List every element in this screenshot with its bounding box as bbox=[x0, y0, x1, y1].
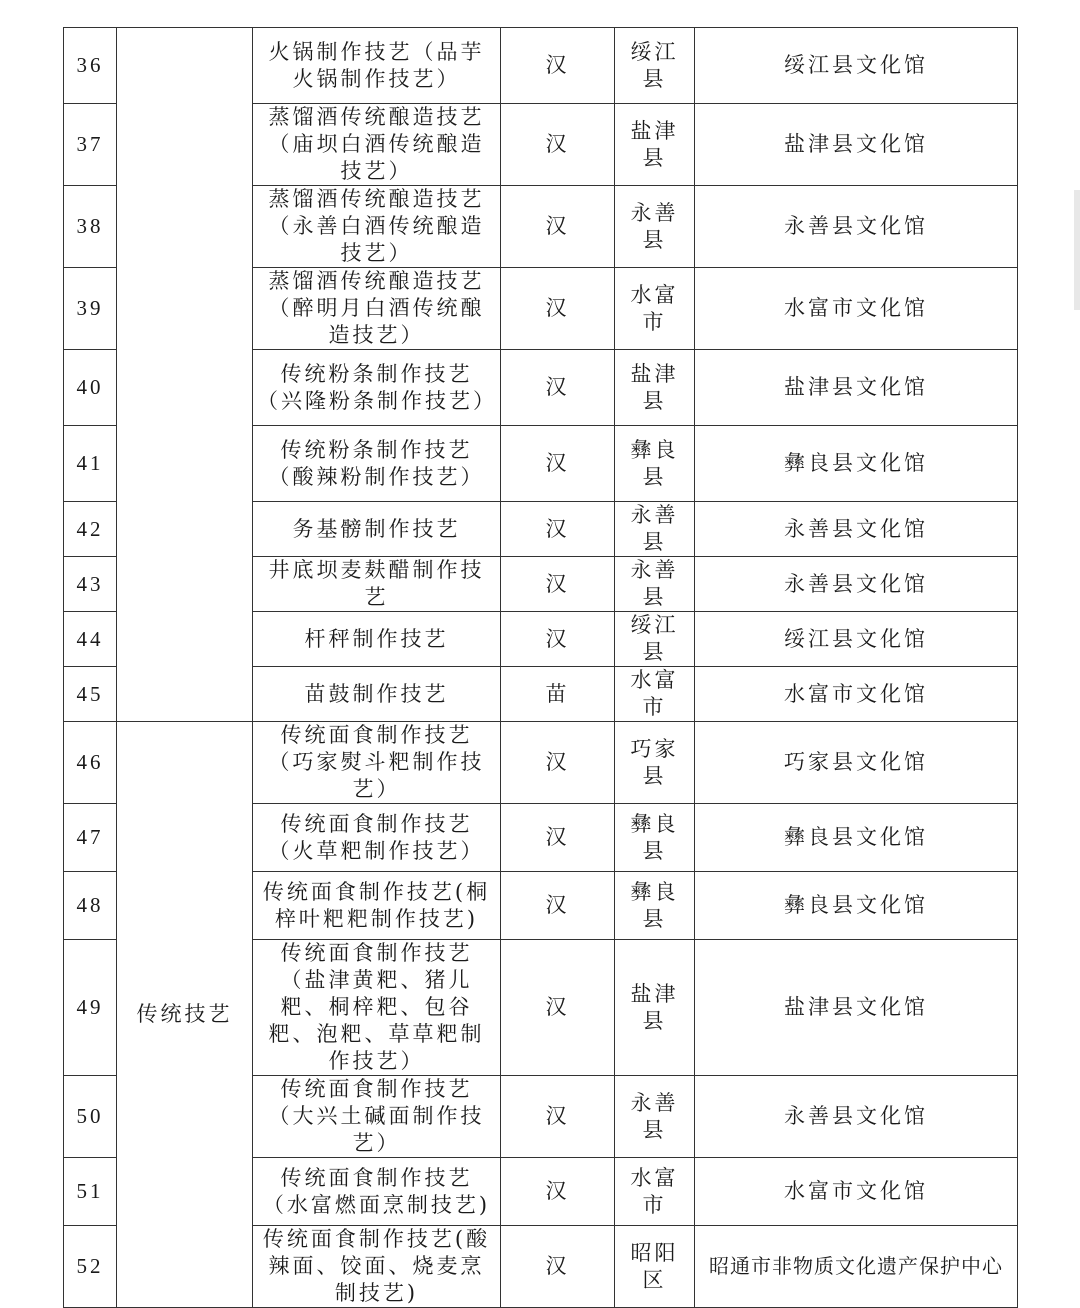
protection-unit: 永善县文化馆 bbox=[695, 186, 1018, 268]
ethnic-group: 汉 bbox=[501, 268, 615, 350]
area: 永善县 bbox=[615, 502, 695, 557]
row-number: 42 bbox=[64, 502, 117, 557]
table-row bbox=[64, 28, 1018, 104]
protection-unit: 永善县文化馆 bbox=[695, 557, 1018, 612]
protection-unit: 彝良县文化馆 bbox=[695, 426, 1018, 502]
protection-unit: 昭通市非物质文化遗产保护中心 bbox=[695, 1226, 1018, 1308]
project-name: 井底坝麦麸醋制作技艺 bbox=[253, 557, 501, 612]
ethnic-group: 汉 bbox=[501, 612, 615, 667]
ethnic-group: 汉 bbox=[501, 186, 615, 268]
protection-unit: 永善县文化馆 bbox=[695, 502, 1018, 557]
area: 水富市 bbox=[615, 268, 695, 350]
ethnic-group: 汉 bbox=[501, 28, 615, 104]
ethnic-group: 苗 bbox=[501, 667, 615, 722]
category-cell-upper bbox=[117, 28, 253, 722]
project-name: 务基髈制作技艺 bbox=[253, 502, 501, 557]
ethnic-group: 汉 bbox=[501, 426, 615, 502]
project-name: 传统面食制作技艺（盐津黄粑、猪儿粑、桐梓粑、包谷粑、泡粑、草草粑制作技艺） bbox=[253, 940, 501, 1076]
ethnic-group: 汉 bbox=[501, 1076, 615, 1158]
row-number: 51 bbox=[64, 1158, 117, 1226]
protection-unit: 水富市文化馆 bbox=[695, 667, 1018, 722]
row-number: 46 bbox=[64, 722, 117, 804]
project-name: 传统面食制作技艺（火草粑制作技艺） bbox=[253, 804, 501, 872]
ethnic-group: 汉 bbox=[501, 722, 615, 804]
row-number: 43 bbox=[64, 557, 117, 612]
protection-unit: 绥江县文化馆 bbox=[695, 612, 1018, 667]
project-name: 蒸馏酒传统酿造技艺（醉明月白酒传统酿造技艺） bbox=[253, 268, 501, 350]
ethnic-group: 汉 bbox=[501, 940, 615, 1076]
row-number: 47 bbox=[64, 804, 117, 872]
project-name: 传统面食制作技艺（巧家熨斗粑制作技艺） bbox=[253, 722, 501, 804]
category-label: 传统技艺 bbox=[117, 722, 253, 1308]
project-name: 传统面食制作技艺(酸辣面、饺面、烧麦烹制技艺) bbox=[253, 1226, 501, 1308]
protection-unit: 彝良县文化馆 bbox=[695, 872, 1018, 940]
area: 水富市 bbox=[615, 1158, 695, 1226]
page-edge-shadow bbox=[1074, 190, 1080, 310]
ethnic-group: 汉 bbox=[501, 1226, 615, 1308]
project-name: 苗鼓制作技艺 bbox=[253, 667, 501, 722]
project-name: 传统粉条制作技艺（酸辣粉制作技艺） bbox=[253, 426, 501, 502]
area: 永善县 bbox=[615, 186, 695, 268]
ethnic-group: 汉 bbox=[501, 104, 615, 186]
ethnic-group: 汉 bbox=[501, 350, 615, 426]
area: 彝良县 bbox=[615, 872, 695, 940]
project-name: 蒸馏酒传统酿造技艺（永善白酒传统酿造技艺） bbox=[253, 186, 501, 268]
project-name: 传统面食制作技艺(桐梓叶粑粑制作技艺) bbox=[253, 872, 501, 940]
row-number: 38 bbox=[64, 186, 117, 268]
row-number: 48 bbox=[64, 872, 117, 940]
row-number: 49 bbox=[64, 940, 117, 1076]
project-name: 蒸馏酒传统酿造技艺（庙坝白酒传统酿造技艺） bbox=[253, 104, 501, 186]
ethnic-group: 汉 bbox=[501, 1158, 615, 1226]
project-name: 火锅制作技艺（品芋火锅制作技艺） bbox=[253, 28, 501, 104]
protection-unit: 水富市文化馆 bbox=[695, 1158, 1018, 1226]
row-number: 39 bbox=[64, 268, 117, 350]
ethnic-group: 汉 bbox=[501, 804, 615, 872]
row-number: 41 bbox=[64, 426, 117, 502]
project-name: 传统粉条制作技艺（兴隆粉条制作技艺） bbox=[253, 350, 501, 426]
row-number: 44 bbox=[64, 612, 117, 667]
protection-unit: 盐津县文化馆 bbox=[695, 940, 1018, 1076]
protection-unit: 永善县文化馆 bbox=[695, 1076, 1018, 1158]
project-name: 传统面食制作技艺（大兴土碱面制作技艺） bbox=[253, 1076, 501, 1158]
ethnic-group: 汉 bbox=[501, 872, 615, 940]
row-number: 52 bbox=[64, 1226, 117, 1308]
heritage-list-page bbox=[63, 27, 1017, 1308]
protection-unit: 绥江县文化馆 bbox=[695, 28, 1018, 104]
area: 盐津县 bbox=[615, 350, 695, 426]
area: 绥江县 bbox=[615, 612, 695, 667]
area: 昭阳区 bbox=[615, 1226, 695, 1308]
table-row bbox=[64, 722, 1018, 804]
area: 永善县 bbox=[615, 557, 695, 612]
protection-unit: 水富市文化馆 bbox=[695, 268, 1018, 350]
ethnic-group: 汉 bbox=[501, 502, 615, 557]
project-name: 传统面食制作技艺（水富燃面烹制技艺) bbox=[253, 1158, 501, 1226]
area: 水富市 bbox=[615, 667, 695, 722]
row-number: 36 bbox=[64, 28, 117, 104]
protection-unit: 盐津县文化馆 bbox=[695, 350, 1018, 426]
area: 盐津县 bbox=[615, 104, 695, 186]
area: 巧家县 bbox=[615, 722, 695, 804]
row-number: 40 bbox=[64, 350, 117, 426]
protection-unit: 彝良县文化馆 bbox=[695, 804, 1018, 872]
area: 彝良县 bbox=[615, 804, 695, 872]
protection-unit: 巧家县文化馆 bbox=[695, 722, 1018, 804]
row-number: 37 bbox=[64, 104, 117, 186]
protection-unit: 盐津县文化馆 bbox=[695, 104, 1018, 186]
area: 永善县 bbox=[615, 1076, 695, 1158]
ethnic-group: 汉 bbox=[501, 557, 615, 612]
heritage-table bbox=[63, 27, 1018, 1308]
project-name: 杆秤制作技艺 bbox=[253, 612, 501, 667]
row-number: 50 bbox=[64, 1076, 117, 1158]
area: 彝良县 bbox=[615, 426, 695, 502]
area: 盐津县 bbox=[615, 940, 695, 1076]
row-number: 45 bbox=[64, 667, 117, 722]
area: 绥江县 bbox=[615, 28, 695, 104]
